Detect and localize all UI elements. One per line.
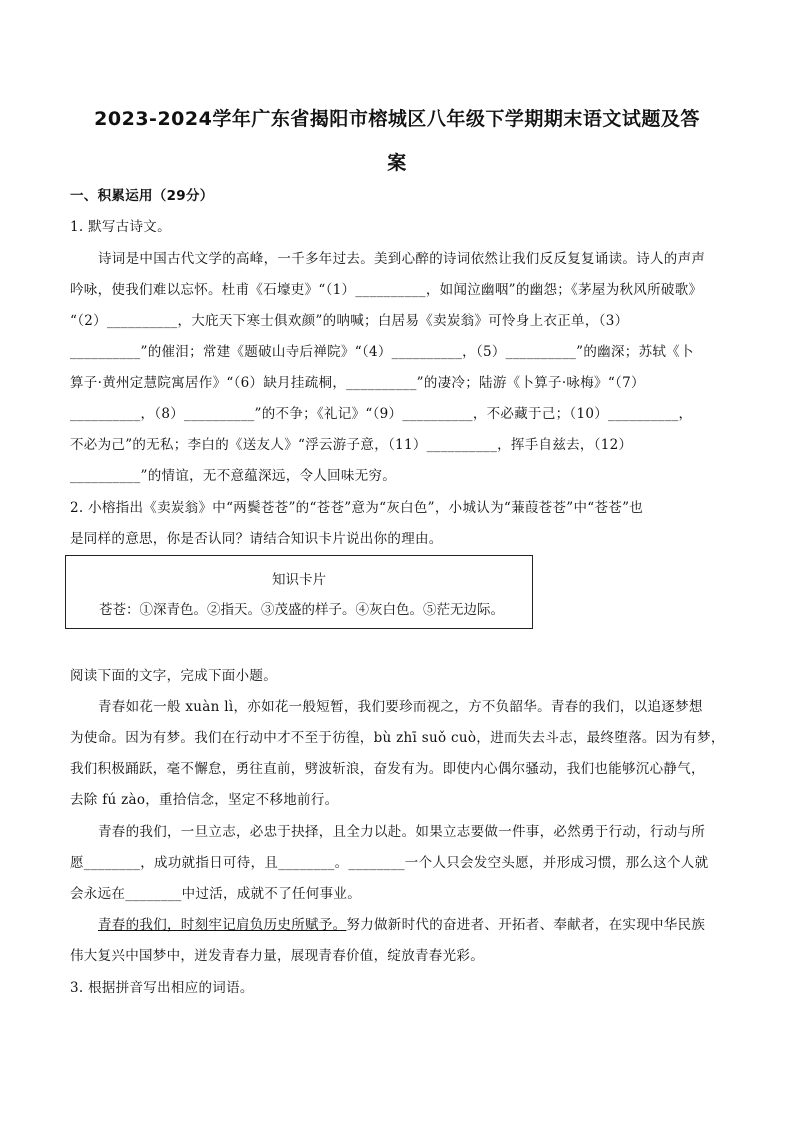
q1-text-line: “（2）__________，大庇天下寒士俱欢颜”的呐喊；白居易《卖炭翁》可怜身上衣正单，（3） — [70, 313, 629, 329]
reading-p2-line: 会永远在________中过活，成就不了任何事业。 — [70, 886, 361, 902]
question-2-line: 2. 小榕指出《卖炭翁》中“两鬓苍苍”的“苍苍”意为“灰白色”，小城认为“蒹葭苍苍”中“苍苍”也 — [70, 500, 644, 516]
reading-p1-line: 青春如花一般 xuàn lì，亦如花一般短暂，我们要珍而视之，方不负韶华。青春的我们，以追逐梦想 — [98, 699, 703, 715]
knowledge-card-body: 苍苍：①深青色。②指天。③茂盛的样子。④灰白色。⑤茫无边际。 — [99, 602, 504, 618]
reading-p2-line: 愿________，成功就指日可待，且________。________一个人只会发空头愿，并形成习惯，那么这个人就 — [70, 855, 709, 871]
reading-p1-line: 我们积极踊跃，毫不懈怠，勇往直前，劈波斩浪，奋发有为。即使内心偶尔骚动，我们也能够沉心静气， — [70, 761, 705, 777]
question-3-label: 3. 根据拼音写出相应的词语。 — [70, 980, 254, 996]
doc-title-line1: 2023-2024学年广东省揭阳市榕城区八年级下学期期末语文试题及答 — [94, 108, 700, 130]
q1-text-line: __________”的情谊，无不意蕴深远，令人回味无穷。 — [70, 468, 397, 484]
underlined-sentence: 青春的我们，时刻牢记肩负历史所赋予。 — [98, 917, 347, 933]
reading-p2-line: 青春的我们，一旦立志，必忠于抉择，且全力以赴。如果立志要做一件事，必然勇于行动，行动与所 — [98, 824, 706, 840]
reading-intro: 阅读下面的文字，完成下面小题。 — [70, 668, 277, 684]
question-1-label: 1. 默写古诗文。 — [70, 219, 171, 235]
question-2-line: 是同样的意思，你是否认同？请结合知识卡片说出你的理由。 — [70, 531, 443, 547]
section-heading: 一、积累运用（29分） — [70, 188, 214, 204]
q1-text-line: 算子·黄州定慧院寓居作》“（6）缺月挂疏桐，__________”的凄冷；陆游《卜算子·咏梅》“（7） — [70, 375, 645, 391]
knowledge-card — [65, 555, 533, 629]
knowledge-card-title: 知识卡片 — [272, 572, 326, 588]
q1-text-line: 不必为己”的无私；李白的《送友人》“浮云游子意，（11）__________，挥手自兹去，（12） — [70, 437, 633, 453]
reading-p3-line: 伟大复兴中国梦中，迸发青春力量，展现青春价值，绽放青春光彩。 — [70, 948, 484, 964]
reading-p3-rest: 努力做新时代的奋进者、开拓者、奉献者，在实现中华民族 — [346, 917, 706, 933]
reading-p3-line — [98, 915, 730, 935]
q1-text-line: __________”的催泪；常建《题破山寺后禅院》“（4）__________，（5）__________”的幽深；苏轼《卜 — [70, 344, 694, 360]
doc-title-line2: 案 — [387, 152, 407, 174]
q1-text-line: __________，（8）__________”的不争；《礼记》“（9）__________，不必藏于己；（10）__________， — [70, 406, 693, 422]
q1-text-line: 吟咏，使我们难以忘怀。杜甫《石壕吏》“（1）__________，如闻泣幽咽”的幽怨；《茅屋为秋风所破歌》 — [70, 282, 703, 298]
q1-text-line: 诗词是中国古代文学的高峰，一千多年过去。美到心醉的诗词依然让我们反反复复诵读。诗人的声声 — [98, 251, 706, 267]
reading-p1-line: 为使命。因为有梦。我们在行动中才不至于彷徨，bù zhī suǒ cuò，进而失去斗志，最终堕落。因为有梦， — [70, 730, 725, 746]
reading-p1-line: 去除 fú zào，重拾信念，坚定不移地前行。 — [70, 792, 339, 808]
